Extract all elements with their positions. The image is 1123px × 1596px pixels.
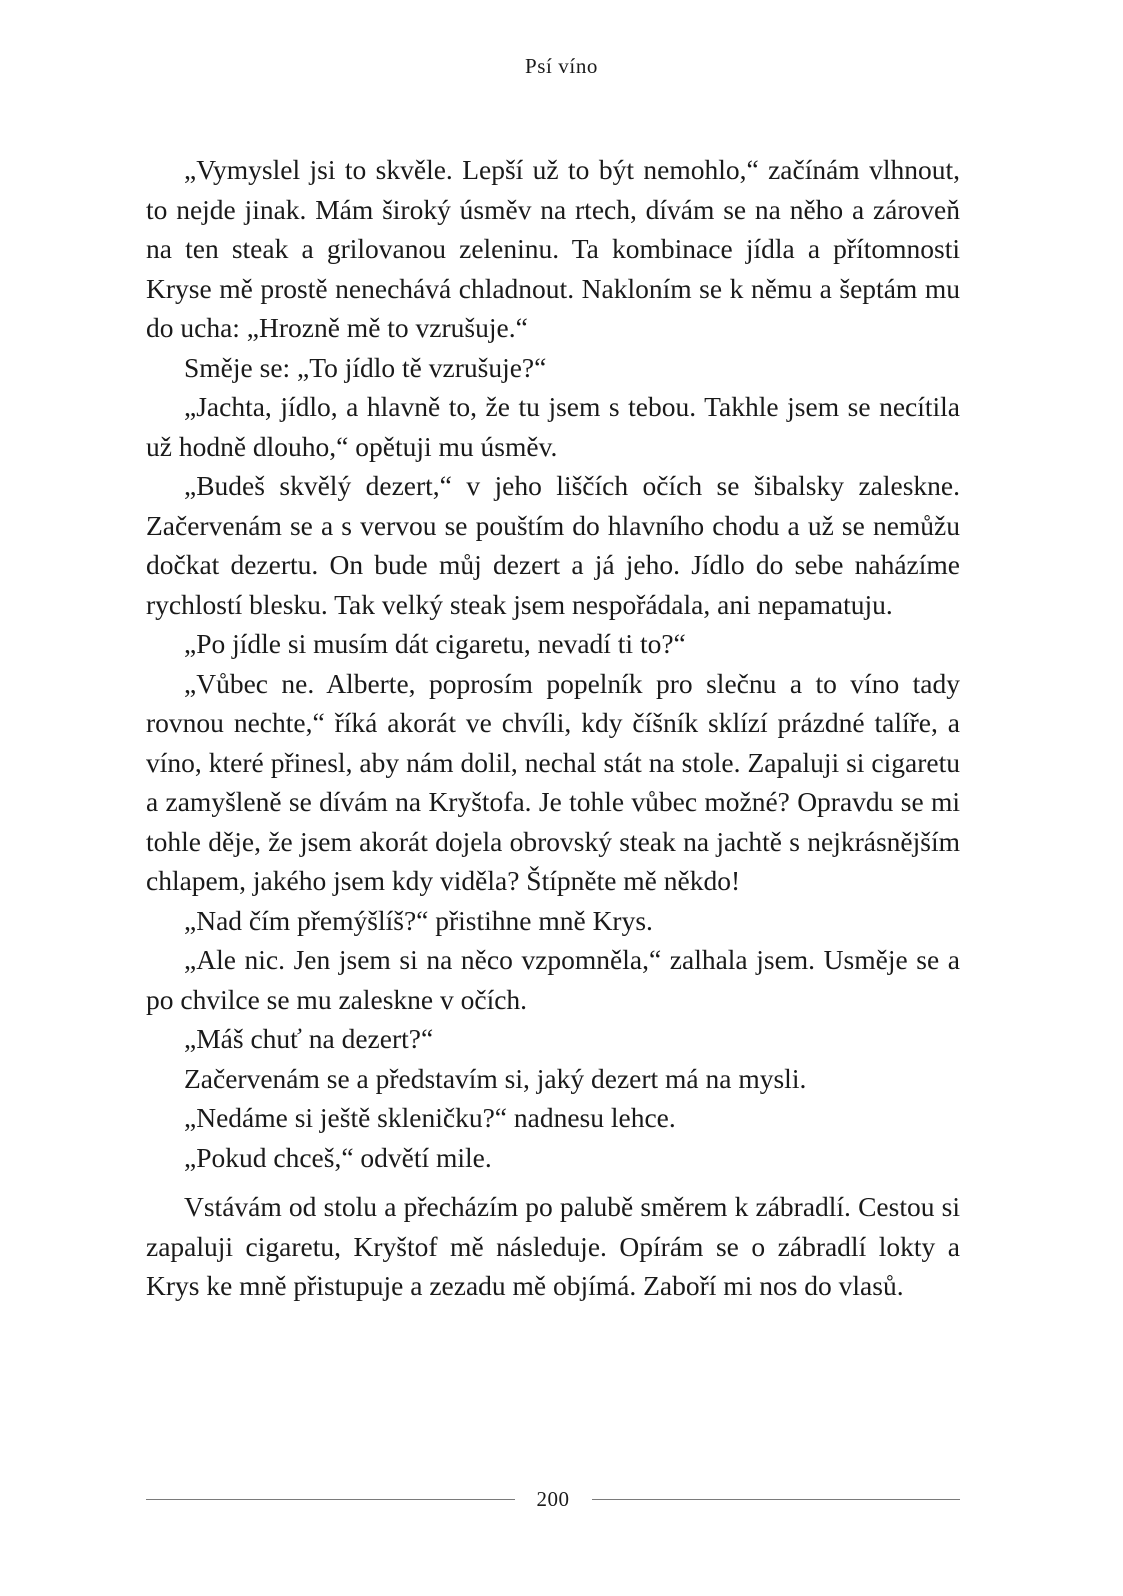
paragraph: „Ale nic. Jen jsem si na něco vzpomněla,“ zalhala jsem. Usměje se a po chvilce se mu zaleskne v očích. — [146, 944, 960, 1015]
paragraph: „Budeš skvělý dezert,“ v jeho liščích očích se šibalsky zaleskne. Začervenám se a s vervou se pouštím do hlavního chodu a už se nemůžu dočkat dezertu. On bude můj dezert a já jeho. Jídlo do sebe naházíme rychlostí blesku. Tak velký steak jsem nespořádala, ani nepamatuju. — [146, 470, 960, 620]
footer-rule-right — [592, 1499, 961, 1500]
paragraph: „Máš chuť na dezert?“ — [184, 1023, 434, 1054]
paragraph: „Nedáme si ještě skleničku?“ nadnesu lehce. — [184, 1102, 676, 1133]
paragraph: „Vymyslel jsi to skvěle. Lepší už to být nemohlo,“ začínám vlhnout, to nejde jinak. Mám široký úsměv na rtech, dívám se na něho a zároveň na ten steak a grilovanou zeleninu. Ta kombinace jídla a přítomnosti Kryse mě prostě nenechává chladnout. Nakloním se k němu a šeptám mu do ucha: „Hrozně mě to vzrušuje.“ — [146, 154, 960, 343]
page-number: 200 — [536, 1486, 570, 1511]
paragraph: „Jachta, jídlo, a hlavně to, že tu jsem s tebou. Takhle jsem se necítila už hodně dlouho,“ opětuji mu úsměv. — [146, 391, 960, 462]
paragraph: „Vůbec ne. Alberte, poprosím popelník pro slečnu a to víno tady rovnou nechte,“ říká akorát ve chvíli, kdy číšník sklízí prázdné talíře, a víno, které přinesl, aby nám dolil, nechal stát na stole. Zapaluji si cigaretu a zamyšleně se dívám na Kryštofa. Je tohle vůbec možné? Opravdu se mi tohle děje, že jsem akorát dojela obrovský steak na jachtě s nejkrásnějším chlapem, jakého jsem kdy viděla? Štípněte mě někdo! — [146, 667, 960, 896]
paragraph: Vstávám od stolu a přecházím po palubě směrem k zábradlí. Cestou si zapaluji cigaretu, Kryštof mě následuje. Opírám se o zábradlí lokty a Krys ke mně přistupuje a zezadu mě objímá. Zaboří mi nos do vlasů. — [146, 1191, 960, 1301]
paragraph: Začervenám se a představím si, jaký dezert má na mysli. — [184, 1062, 807, 1094]
paragraph: Směje se: „To jídlo tě vzrušuje?“ — [184, 351, 547, 383]
footer-rule-left — [146, 1499, 515, 1500]
running-title: Psí víno — [524, 54, 599, 78]
body-text — [146, 150, 960, 1306]
paragraph: „Nad čím přemýšlíš?“ přistihne mně Krys. — [184, 904, 653, 936]
paragraph: „Po jídle si musím dát cigaretu, nevadí ti to?“ — [184, 628, 686, 659]
paragraph: „Pokud chceš,“ odvětí mile. — [184, 1141, 492, 1173]
page-footer — [146, 1484, 960, 1514]
